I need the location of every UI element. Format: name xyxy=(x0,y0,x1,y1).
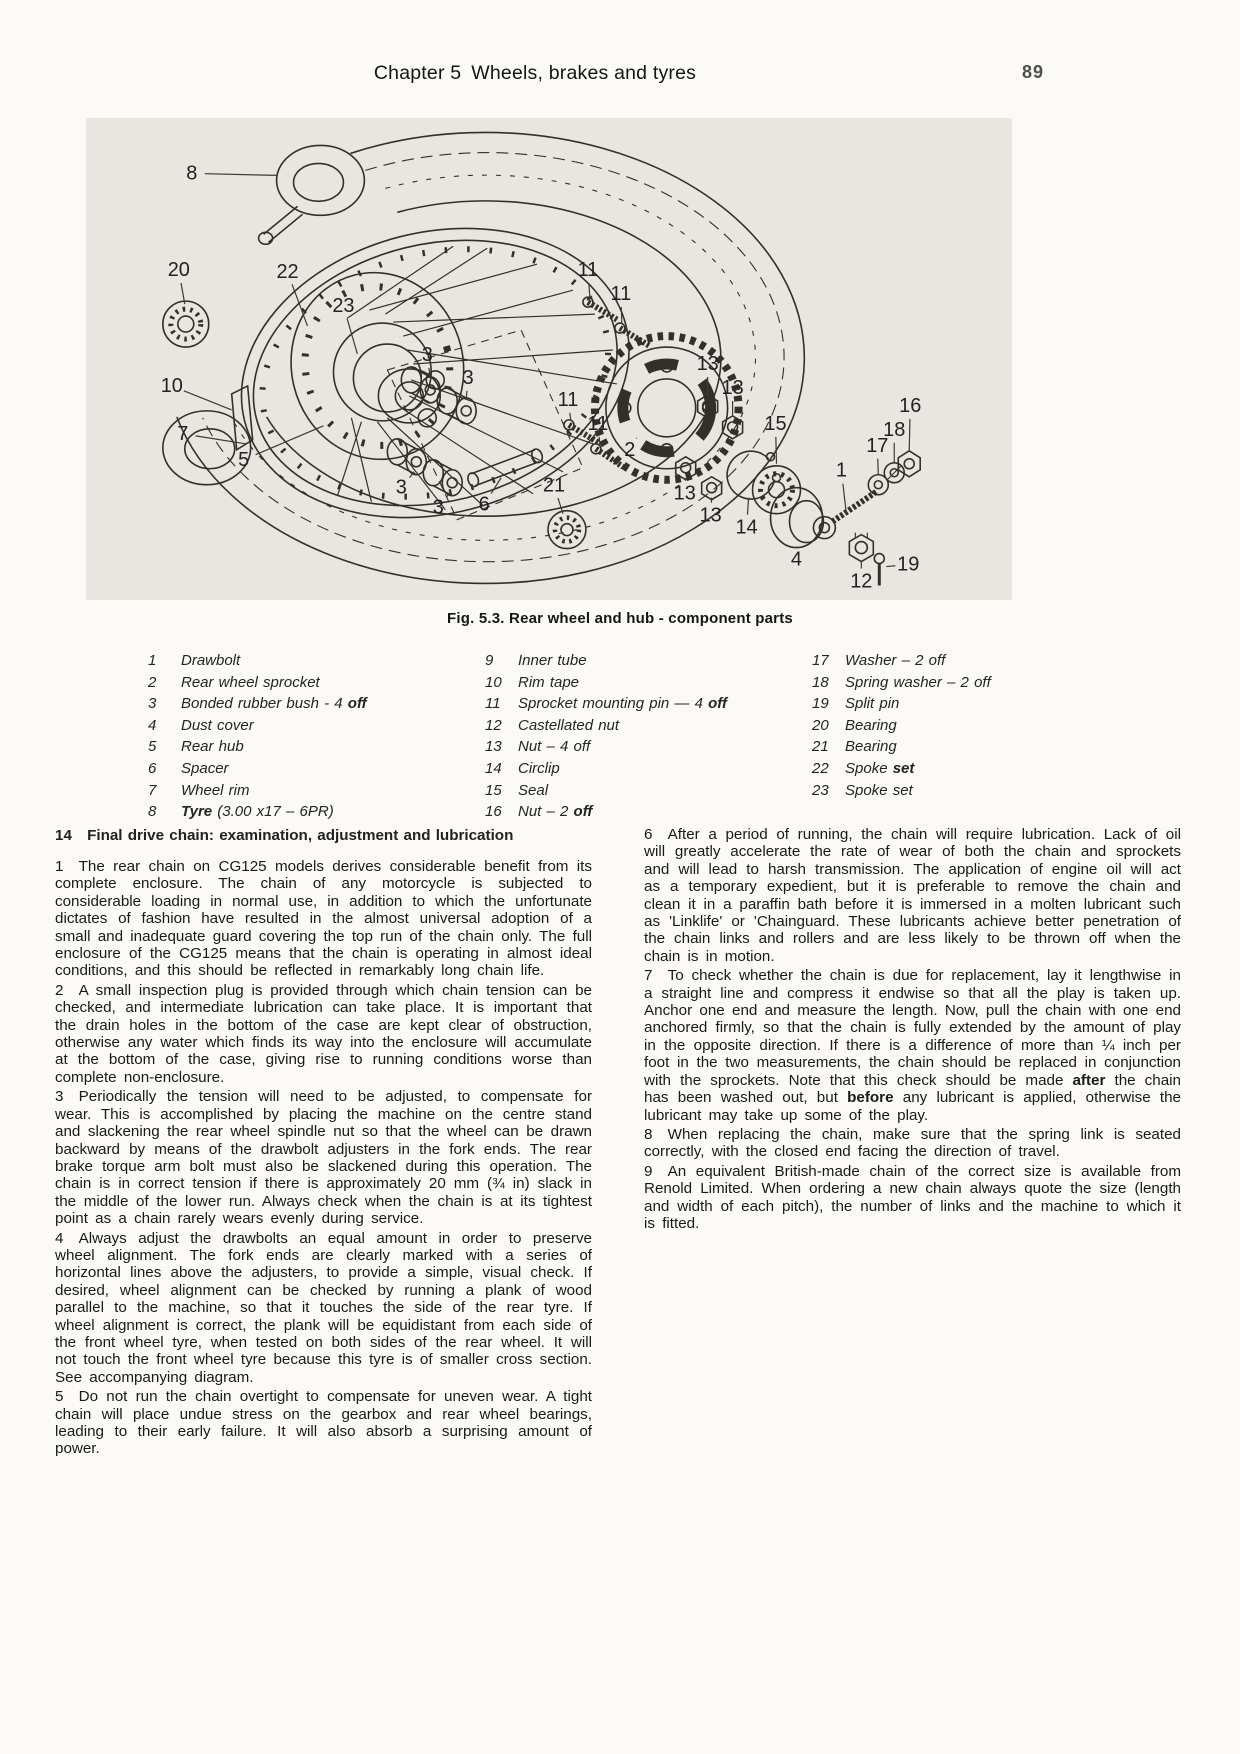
chapter-title: Chapter 5 Wheels, brakes and tyres xyxy=(373,62,697,84)
part-number: 18 xyxy=(812,673,829,691)
paragraph: 4 Always adjust the drawbolts an equal amount in order to preserve wheel alignment. The fork ends are clearly marked with a series of horizontal lines above the adjusters, to provide a simple, visual check. If desired, wheel alignment can be checked by running a plank of wood parallel to the machine, so that it touches the side of the rear tyre. If wheel alignment is correct, the plank will be equidistant from each side of the front wheel tyre, when tested on both sides of the rear wheel. It will not touch the front wheel tyre because this tyre is of smaller cross section. See accompanying diagram. xyxy=(55,1229,592,1386)
part-item xyxy=(148,715,485,737)
paragraph: 9 An equivalent British-made chain of the correct size is available from Renold Limited. When ordering a new chain always quote the size (length and width of each pitch), the number of links and the machine to which it is fitted. xyxy=(644,1162,1181,1232)
part-item xyxy=(485,650,812,672)
part-callout: 11 xyxy=(610,283,632,306)
part-item xyxy=(812,715,1185,737)
part-callout: 2 xyxy=(624,438,636,461)
parts-column-2 xyxy=(485,650,812,823)
part-number: 1 xyxy=(148,652,157,669)
callout-leader-line xyxy=(621,307,622,324)
part-number: 2 xyxy=(148,673,157,691)
part-callout: 22 xyxy=(276,261,299,284)
article-body xyxy=(55,826,1181,1494)
callout-leader-line xyxy=(843,484,846,514)
part-item xyxy=(812,672,1185,694)
callout-leader-line xyxy=(599,437,600,445)
callout-leader-line xyxy=(886,566,895,567)
part-number: 17 xyxy=(812,652,829,669)
part-callout: 4 xyxy=(790,548,803,571)
callout-leader-line xyxy=(747,498,748,515)
part-name: Drawbolt xyxy=(181,652,241,669)
paragraph: 7 To check whether the chain is due for replacement, lay it lengthwise in a straight line and compress it endwise so that all the play is taken up. Anchor one end and measure the length. Now, pull the chain with one end anchored firmly, so that the chain is fully extended by the amount of play in the opposite direction. If there is a difference of more than ¼ inch per foot in the two measurements, the chain should be replaced in conjunction with the sprockets. Note that this check should be made after the chain has been washed out, but before any lubricant is applied, otherwise the lubricant may take up some of the play. xyxy=(644,967,1181,1124)
parts-list xyxy=(55,650,1185,823)
spokes xyxy=(337,246,616,509)
part-callout: 13 xyxy=(673,482,696,505)
part-name: Nut – 4 off xyxy=(518,738,591,756)
part-name: Sprocket mounting pin — 4 off xyxy=(518,695,727,713)
part-item xyxy=(485,715,812,737)
part-item xyxy=(812,736,1185,758)
part-number: 8 xyxy=(148,803,157,821)
parts-column-3 xyxy=(812,650,1185,823)
part-number: 13 xyxy=(485,738,502,756)
part-item xyxy=(148,758,485,780)
part-number: 6 xyxy=(148,759,157,777)
paragraph: 2 A small inspection plug is provided through which chain tension can be checked, and intermediate lubrication can take place. It is important that the drain holes in the bottom of the case are kept clear of obstruction, otherwise any water which finds its way into the enclosure will accumulate at the bottom of the case, giving rise to running conditions worse than complete non-enclosure. xyxy=(55,981,592,1086)
paragraph: 8 When replacing the chain, make sure that the spring link is seated correctly, with the closed end facing the direction of travel. xyxy=(644,1125,1181,1161)
part-callout: 12 xyxy=(850,570,873,593)
part-callout: 23 xyxy=(332,295,355,318)
part-name: Seal xyxy=(518,781,549,799)
callout-leader-line xyxy=(466,391,467,399)
part-callout: 18 xyxy=(883,418,906,441)
part-callout: 11 xyxy=(577,259,599,282)
part-callout: 11 xyxy=(557,388,579,411)
part-callout: 11 xyxy=(587,412,609,435)
callout-leader-line xyxy=(196,436,246,444)
part-name: Castellated nut xyxy=(518,716,620,734)
figure-caption: Fig. 5.3. Rear wheel and hub - component parts xyxy=(447,610,793,627)
figure-rear-wheel-exploded xyxy=(86,118,1012,600)
part-callout: 14 xyxy=(735,516,758,539)
page-number: 89 xyxy=(1022,62,1045,82)
part-number: 5 xyxy=(148,738,157,756)
part-number: 11 xyxy=(485,695,501,713)
part-callout: 3 xyxy=(395,476,407,499)
part-name: Tyre (3.00 x17 – 6PR) xyxy=(181,803,334,821)
part-item xyxy=(812,758,1185,780)
part-callout: 10 xyxy=(160,374,183,397)
part-name: Washer – 2 off xyxy=(845,652,946,669)
part-item xyxy=(812,693,1185,715)
part-item xyxy=(148,650,485,672)
part-callout: 6 xyxy=(478,493,490,516)
part-callout: 3 xyxy=(432,496,444,519)
small-parts xyxy=(160,297,920,585)
part-item xyxy=(148,736,485,758)
part-callout: 13 xyxy=(696,352,719,375)
part-item xyxy=(148,801,485,823)
part-callout: 8 xyxy=(186,162,198,185)
paragraph: 1 The rear chain on CG125 models derives considerable benefit from its complete enclosure. The chain of any motorcycle is subjected to considerable loading in normal use, in addition to which the unfortunate dictates of fashion have resulted in the almost universal adoption of a small and inadequate guard covering the top run of the chain only. The full enclosure of the CG125 means that the chain is operating in almost ideal conditions, and this should be reflected in remarkably long chain life. xyxy=(55,858,592,980)
part-number: 7 xyxy=(148,781,157,799)
part-name: Rear wheel sprocket xyxy=(181,673,320,691)
part-callout: 13 xyxy=(721,376,744,399)
page-header xyxy=(0,62,1240,92)
callout-leader-line xyxy=(878,459,879,475)
part-name: Spring washer – 2 off xyxy=(845,673,991,691)
part-callout: 13 xyxy=(699,504,722,527)
part-callout: 5 xyxy=(238,448,250,471)
part-number: 22 xyxy=(812,759,829,777)
part-item xyxy=(485,758,812,780)
part-number: 19 xyxy=(812,695,829,713)
part-item xyxy=(148,780,485,802)
part-callout: 7 xyxy=(177,422,189,445)
part-item xyxy=(485,693,812,715)
part-number: 9 xyxy=(485,652,494,669)
part-callout: 3 xyxy=(462,366,474,389)
part-name: Nut – 2 off xyxy=(518,803,593,821)
part-name: Wheel rim xyxy=(181,781,250,799)
part-name: Spacer xyxy=(181,759,229,777)
paragraph: 5 Do not run the chain overtight to compensate for uneven wear. A tight chain will place undue stress on the gearbox and rear wheel bearings, leading to their early failure. It will also absorb a surprising amount of power. xyxy=(55,1388,592,1458)
exploded-diagram xyxy=(86,118,1012,600)
part-item xyxy=(485,801,812,823)
part-number: 20 xyxy=(812,716,829,734)
part-item xyxy=(812,650,1185,672)
callout-leader-line xyxy=(909,419,910,451)
paragraph: 6 After a period of running, the chain will require lubrication. Lack of oil will greatly accelerate the rate of wear of both the chain and sprockets and will lead to harsh transmission. The application of engine oil will act as a temporary expedient, but it is preferable to remove the chain and clean it in a paraffin bath before it is immersed in a molten lubricant such as 'Linklife' or 'Chainguard. These lubricants achieve better penetration of the chain links and rollers and are less likely to be thrown off when the chain is in motion. xyxy=(644,826,1181,965)
part-callout: 3 xyxy=(421,343,433,366)
part-number: 10 xyxy=(485,673,502,691)
part-callout: 1 xyxy=(835,459,847,482)
part-name: Bearing xyxy=(845,738,897,756)
part-callout: 15 xyxy=(764,412,787,435)
part-callout: 19 xyxy=(897,553,920,576)
part-number: 15 xyxy=(485,781,502,799)
part-item xyxy=(148,672,485,694)
callout-leader-line xyxy=(184,391,232,410)
part-name: Circlip xyxy=(518,759,560,777)
part-callout: 20 xyxy=(167,259,190,282)
callout-leader-line xyxy=(776,437,777,464)
part-item xyxy=(812,780,1185,802)
part-number: 4 xyxy=(148,716,157,734)
part-number: 23 xyxy=(812,781,829,799)
part-number: 14 xyxy=(485,759,502,777)
part-item xyxy=(485,736,812,758)
part-number: 3 xyxy=(148,695,157,713)
part-name: Bonded rubber bush - 4 off xyxy=(181,695,367,713)
part-number: 21 xyxy=(812,738,829,756)
part-name: Dust cover xyxy=(181,716,254,734)
section-heading: 14 Final drive chain: examination, adjustment and lubrication xyxy=(55,827,514,844)
part-item xyxy=(485,780,812,802)
part-name: Rear hub xyxy=(181,738,244,756)
part-name: Spoke set xyxy=(845,781,913,799)
part-name: Rim tape xyxy=(518,673,580,691)
part-name: Split pin xyxy=(845,695,900,713)
part-callout: 21 xyxy=(542,474,566,497)
part-name: Inner tube xyxy=(518,652,587,669)
part-number: 16 xyxy=(485,803,502,821)
part-callout: 16 xyxy=(899,394,922,417)
part-callout: 17 xyxy=(866,434,889,457)
paragraph: 3 Periodically the tension will need to be adjusted, to compensate for wear. This is accomplished by placing the machine on the centre stand and slackening the rear wheel spindle nut so that the wheel can be drawn backward by means of the drawbolt adjusters in the fork ends. The rear brake torque arm bolt must also be slackened during this operation. The chain is in correct tension if there is approximately 20 mm (¾ in) slack in the middle of the lower run. Always check when the chain is at its tightest point as a chain rarely wears evenly during service. xyxy=(55,1088,592,1228)
parts-column-1 xyxy=(148,650,485,823)
part-item xyxy=(485,672,812,694)
part-name: Spoke set xyxy=(845,759,915,777)
part-item xyxy=(148,693,485,715)
part-number: 12 xyxy=(485,716,502,734)
callout-leader-line xyxy=(205,174,278,176)
part-name: Bearing xyxy=(845,716,897,734)
